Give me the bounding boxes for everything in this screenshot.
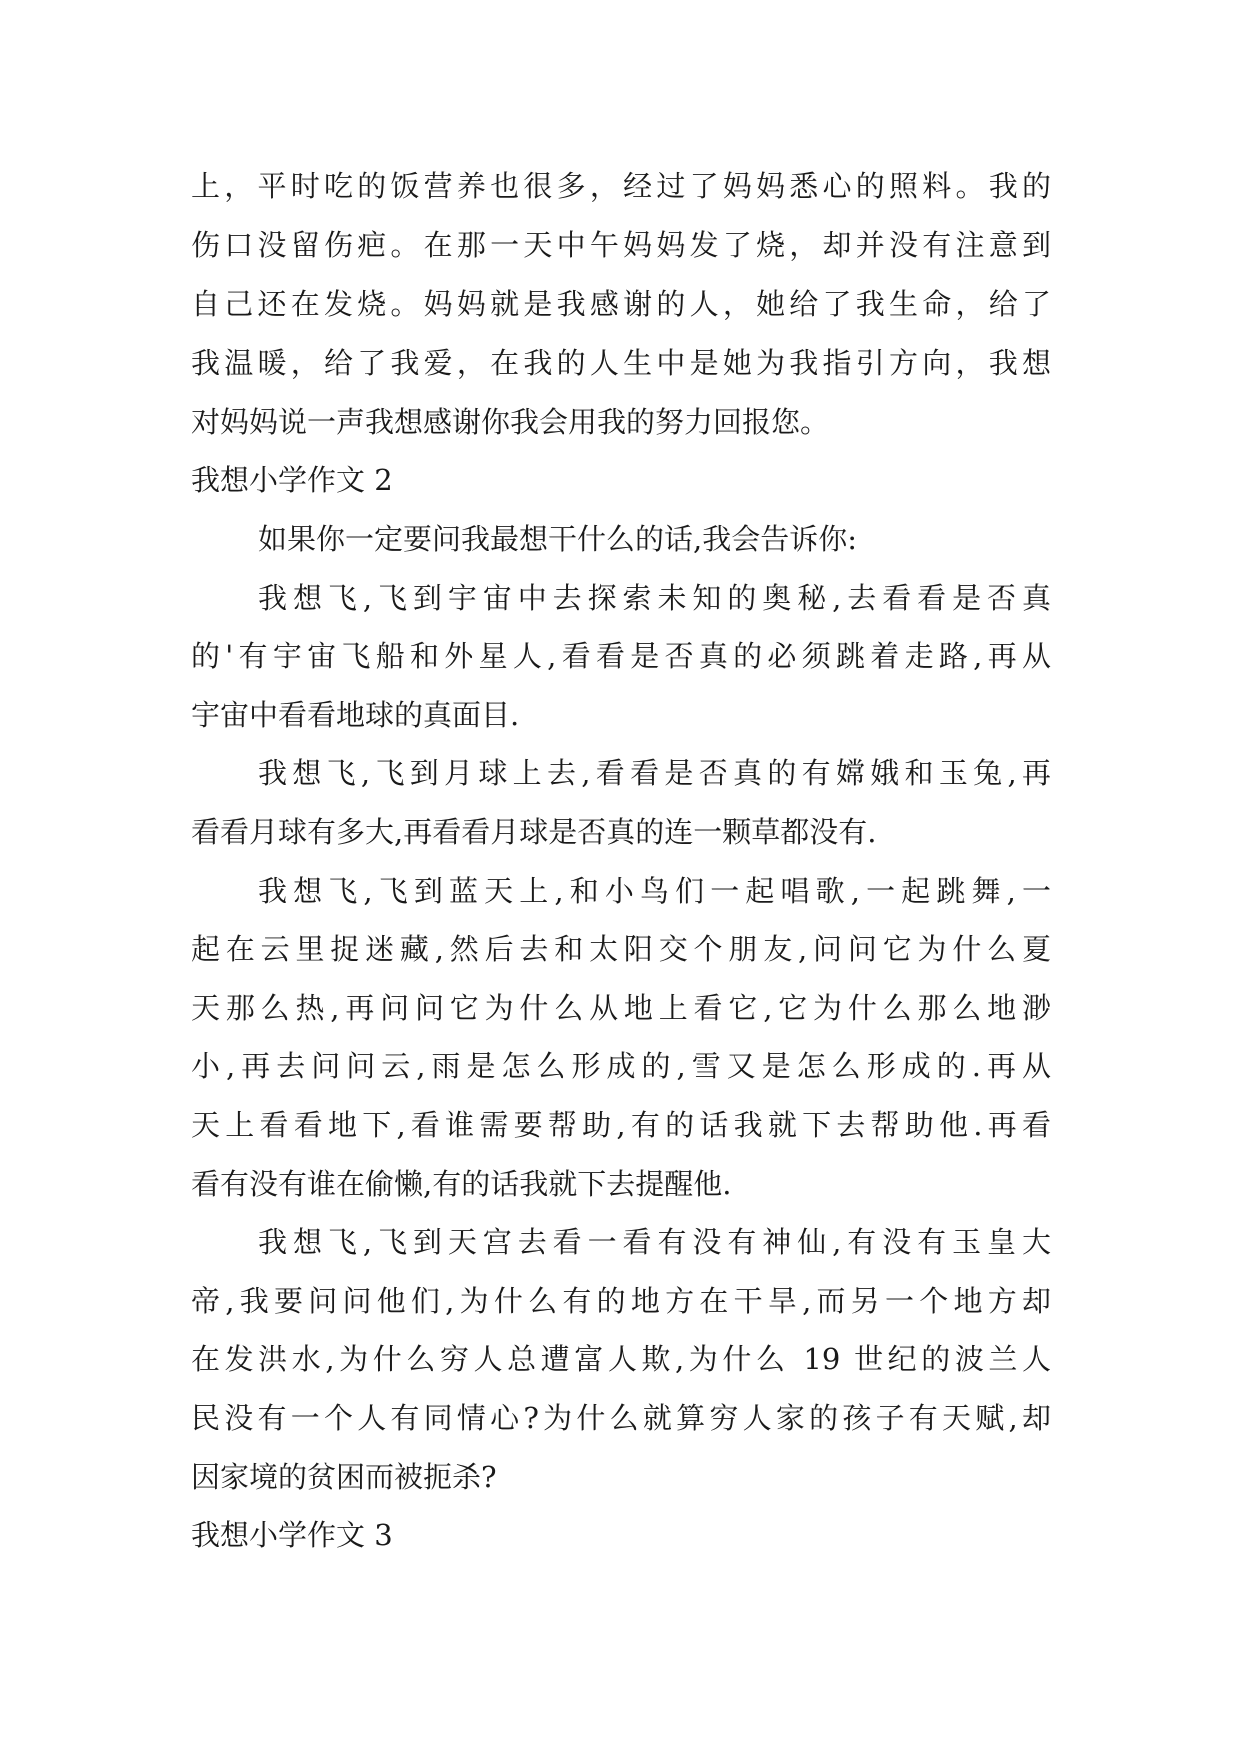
text-line: 我想飞,飞到天宫去看一看有没有神仙,有没有玉皇大 <box>258 1225 1051 1259</box>
text-line: 伤口没留伤疤。在那一天中午妈妈发了烧，却并没有注意到 <box>191 228 1051 262</box>
text-line: 在发洪水,为什么穷人总遭富人欺,为什么 19 世纪的波兰人 <box>191 1342 1051 1376</box>
text-line: 帝,我要问问他们,为什么有的地方在干旱,而另一个地方却 <box>191 1284 1051 1318</box>
text-line: 如果你一定要问我最想干什么的话,我会告诉你: <box>258 522 857 556</box>
text-line: 民没有一个人有同情心?为什么就算穷人家的孩子有天赋,却 <box>191 1401 1051 1435</box>
text-line: 我想飞,飞到宇宙中去探索未知的奥秘,去看看是否真 <box>258 581 1051 615</box>
text-line: 起在云里捉迷藏,然后去和太阳交个朋友,问问它为什么夏 <box>191 932 1051 966</box>
text-line: 看看月球有多大,再看看月球是否真的连一颗草都没有. <box>191 815 877 849</box>
text-line: 上，平时吃的饭营养也很多，经过了妈妈悉心的照料。我的 <box>191 169 1051 203</box>
section-heading: 我想小学作文 2 <box>191 463 393 497</box>
text-line: 宇宙中看看地球的真面目. <box>191 698 520 732</box>
section-heading: 我想小学作文 3 <box>191 1518 393 1552</box>
text-line: 的'有宇宙飞船和外星人,看看是否真的必须跳着走路,再从 <box>191 639 1051 673</box>
text-line: 天那么热,再问问它为什么从地上看它,它为什么那么地渺 <box>191 991 1051 1025</box>
text-line: 天上看看地下,看谁需要帮助,有的话我就下去帮助他.再看 <box>191 1108 1051 1142</box>
text-line: 我想飞,飞到月球上去,看看是否真的有嫦娥和玉兔,再 <box>258 756 1051 790</box>
text-line: 自己还在发烧。妈妈就是我感谢的人，她给了我生命，给了 <box>191 287 1051 321</box>
text-line: 看有没有谁在偷懒,有的话我就下去提醒他. <box>191 1167 732 1201</box>
text-line: 我温暖，给了我爱，在我的人生中是她为我指引方向，我想 <box>191 346 1051 380</box>
text-line: 小,再去问问云,雨是怎么形成的,雪又是怎么形成的.再从 <box>191 1049 1051 1083</box>
text-line: 我想飞,飞到蓝天上,和小鸟们一起唱歌,一起跳舞,一 <box>258 874 1051 908</box>
text-line: 因家境的贫困而被扼杀? <box>191 1460 497 1494</box>
text-line: 对妈妈说一声我想感谢你我会用我的努力回报您。 <box>191 405 830 439</box>
